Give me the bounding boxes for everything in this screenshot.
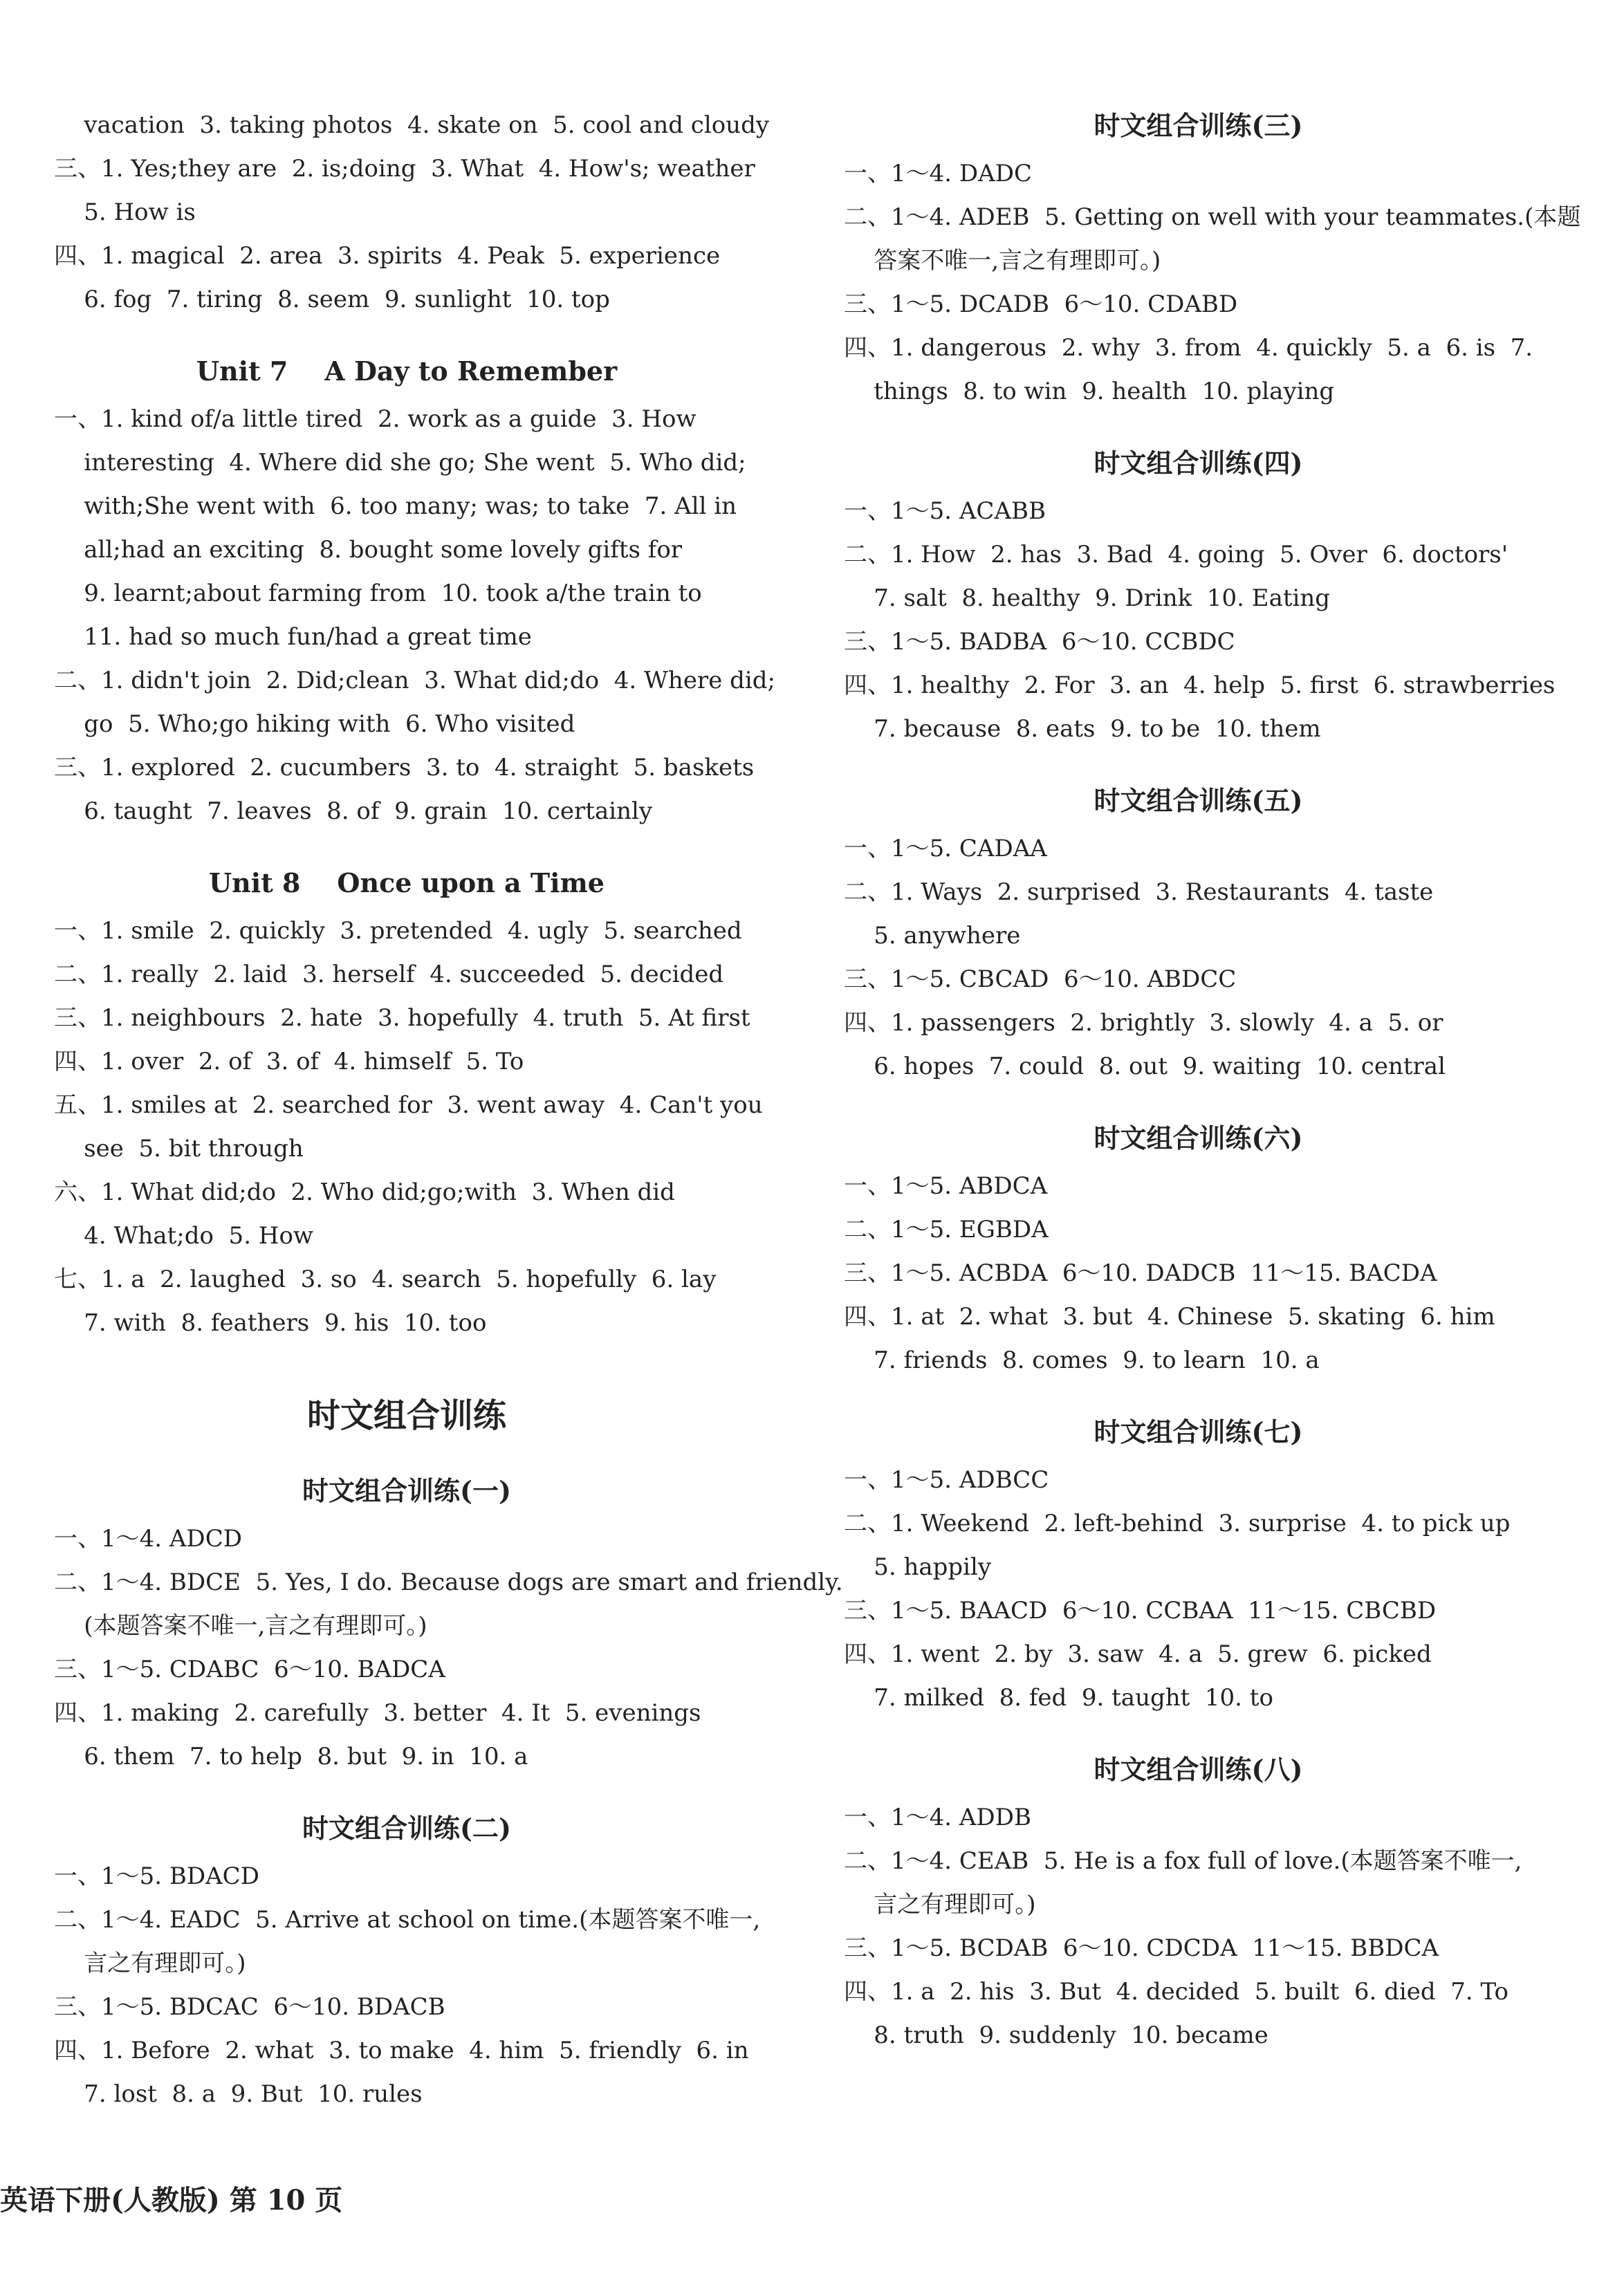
section-title: 时文组合训练(六) xyxy=(1094,1122,1303,1154)
answer-line: with;She went with 6. too many; was; to take 7. All in xyxy=(54,492,737,520)
section-title: 时文组合训练(三) xyxy=(1094,110,1303,141)
answer-line: vacation 3. taking photos 4. skate on 5. cool and cloudy xyxy=(54,111,770,139)
answer-line: 7. salt 8. healthy 9. Drink 10. Eating xyxy=(844,584,1331,612)
section-title: 时文组合训练(一) xyxy=(302,1475,511,1506)
section-title: Unit 7 A Day to Remember xyxy=(196,355,618,387)
answer-line: 一、1～5. CADAA xyxy=(844,835,1047,862)
answer-line: 二、1. How 2. has 3. Bad 4. going 5. Over 6. doctors' xyxy=(844,541,1508,568)
answer-line: 6. fog 7. tiring 8. seem 9. sunlight 10. top xyxy=(54,286,610,313)
answer-line: 一、1～5. ABDCA xyxy=(844,1172,1048,1200)
section-title: 时文组合训练(二) xyxy=(302,1813,511,1844)
answer-line: 二、1. really 2. laid 3. herself 4. succeeded 5. decided xyxy=(54,961,724,988)
answer-line: 七、1. a 2. laughed 3. so 4. search 5. hopefully 6. lay xyxy=(54,1266,717,1293)
answer-line: 三、1～5. BCDAB 6～10. CDCDA 11～15. BBDCA xyxy=(844,1934,1439,1962)
answer-line: 二、1. Weekend 2. left-behind 3. surprise 4. to pick up xyxy=(844,1510,1511,1537)
answer-line: 四、1. making 2. carefully 3. better 4. It 5. evenings xyxy=(54,1699,701,1727)
answer-line: 7. milked 8. fed 9. taught 10. to xyxy=(844,1684,1273,1712)
answer-line: 二、1～5. EGBDA xyxy=(844,1216,1049,1243)
answer-line: 二、1～4. ADEB 5. Getting on well with your teammates.(本题 xyxy=(844,203,1581,231)
answer-line: 二、1～4. EADC 5. Arrive at school on time.(本题答案不唯一, xyxy=(54,1906,761,1934)
answer-line: 三、1～5. ACBDA 6～10. DADCB 11～15. BACDA xyxy=(844,1259,1437,1287)
answer-line: 三、1～5. DCADB 6～10. CDABD xyxy=(844,290,1238,318)
answer-line: 一、1～4. DADC xyxy=(844,160,1032,187)
answer-line: interesting 4. Where did she go; She went 5. Who did; xyxy=(54,449,746,477)
answer-line: see 5. bit through xyxy=(54,1135,304,1163)
answer-line: 四、1. at 2. what 3. but 4. Chinese 5. skating 6. him xyxy=(844,1303,1495,1331)
answer-line: 三、1. neighbours 2. hate 3. hopefully 4. truth 5. At first xyxy=(54,1004,750,1032)
answer-line: 8. truth 9. suddenly 10. became xyxy=(844,2021,1268,2049)
answer-line: 一、1～5. ADBCC xyxy=(844,1466,1049,1494)
answer-line: 四、1. over 2. of 3. of 4. himself 5. To xyxy=(54,1048,524,1075)
answer-line: 四、1. a 2. his 3. But 4. decided 5. built 6. died 7. To xyxy=(844,1978,1509,2006)
answer-line: 四、1. went 2. by 3. saw 4. a 5. grew 6. picked xyxy=(844,1640,1432,1668)
answer-line: 三、1～5. BAACD 6～10. CCBAA 11～15. CBCBD xyxy=(844,1597,1437,1625)
answer-line: 5. anywhere xyxy=(844,922,1021,950)
answer-line: 二、1～4. CEAB 5. He is a fox full of love.(本题答案不唯一, xyxy=(844,1847,1522,1875)
answer-line: 一、1～5. BDACD xyxy=(54,1862,259,1890)
answer-line: 一、1～4. ADCD xyxy=(54,1525,242,1553)
answer-line: go 5. Who;go hiking with 6. Who visited xyxy=(54,710,575,738)
answer-line: 言之有理即可。) xyxy=(844,1891,1036,1918)
section-title: 时文组合训练(七) xyxy=(1094,1416,1303,1447)
answer-line: 二、1. Ways 2. surprised 3. Restaurants 4. taste xyxy=(844,878,1434,906)
answer-line: 三、1～5. BADBA 6～10. CCBDC xyxy=(844,628,1235,656)
answer-line: 四、1. magical 2. area 3. spirits 4. Peak 5. experience xyxy=(54,242,721,270)
page-footer: 英语下册(人教版) 第 10 页 xyxy=(0,2184,343,2217)
answer-line: 6. taught 7. leaves 8. of 9. grain 10. certainly xyxy=(54,797,653,825)
answer-line: 答案不唯一,言之有理即可。) xyxy=(844,247,1161,275)
answer-line: 四、1. dangerous 2. why 3. from 4. quickly 5. a 6. is 7. xyxy=(844,334,1533,362)
answer-line: 6. them 7. to help 8. but 9. in 10. a xyxy=(54,1743,528,1770)
left-column xyxy=(54,104,843,2116)
answer-line: 一、1～5. ACABB xyxy=(844,497,1046,525)
answer-line: 三、1. Yes;they are 2. is;doing 3. What 4. How's; weather xyxy=(54,155,755,183)
answer-line: 5. How is xyxy=(54,198,196,226)
section-title: 时文组合训练(五) xyxy=(1094,785,1303,816)
answer-line: things 8. to win 9. health 10. playing xyxy=(844,378,1335,405)
answer-line: 五、1. smiles at 2. searched for 3. went away 4. Can't you xyxy=(54,1091,763,1119)
section-title: Unit 8 Once upon a Time xyxy=(209,867,605,898)
answer-line: 四、1. passengers 2. brightly 3. slowly 4. a 5. or xyxy=(844,1009,1443,1037)
answer-line: 5. happily xyxy=(844,1553,992,1581)
answer-line: 一、1. kind of/a little tired 2. work as a guide 3. How xyxy=(54,405,696,433)
answer-line: 三、1～5. BDCAC 6～10. BDACB xyxy=(54,1993,445,2021)
right-column xyxy=(844,104,1581,2057)
answer-line: 三、1. explored 2. cucumbers 3. to 4. straight 5. baskets xyxy=(54,754,755,781)
answer-line: 言之有理即可。) xyxy=(54,1950,246,1977)
answer-line: 一、1. smile 2. quickly 3. pretended 4. ugly 5. searched xyxy=(54,917,742,945)
section-title: 时文组合训练(八) xyxy=(1094,1754,1303,1785)
answer-line: 6. hopes 7. could 8. out 9. waiting 10. central xyxy=(844,1053,1446,1080)
section-title: 时文组合训练(四) xyxy=(1094,447,1303,479)
answer-line: 一、1～4. ADDB xyxy=(844,1804,1031,1831)
answer-line: (本题答案不唯一,言之有理即可。) xyxy=(54,1612,427,1640)
answer-line: 7. with 8. feathers 9. his 10. too xyxy=(54,1309,487,1337)
answer-line: 二、1. didn't join 2. Did;clean 3. What did;do 4. Where did; xyxy=(54,667,775,694)
answer-line: 四、1. Before 2. what 3. to make 4. him 5. friendly 6. in xyxy=(54,2037,749,2064)
answer-line: 六、1. What did;do 2. Who did;go;with 3. When did xyxy=(54,1178,675,1206)
answer-line: 7. friends 8. comes 9. to learn 10. a xyxy=(844,1347,1320,1374)
section-heading: 时文组合训练 xyxy=(306,1396,506,1435)
answer-line: 7. lost 8. a 9. But 10. rules xyxy=(54,2080,423,2108)
answer-line: 四、1. healthy 2. For 3. an 4. help 5. first 6. strawberries xyxy=(844,672,1556,699)
answer-line: 4. What;do 5. How xyxy=(54,1222,314,1250)
answer-line: 7. because 8. eats 9. to be 10. them xyxy=(844,715,1321,743)
answer-line: 9. learnt;about farming from 10. took a/the train to xyxy=(54,580,702,607)
answer-line: 11. had so much fun/had a great time xyxy=(54,623,532,651)
answer-line: all;had an exciting 8. bought some lovely gifts for xyxy=(54,536,683,564)
answer-line: 二、1～4. BDCE 5. Yes, I do. Because dogs are smart and friendly. xyxy=(54,1569,843,1596)
answer-line: 三、1～5. CBCAD 6～10. ABDCC xyxy=(844,965,1237,993)
answer-line: 三、1～5. CDABC 6～10. BADCA xyxy=(54,1656,445,1683)
